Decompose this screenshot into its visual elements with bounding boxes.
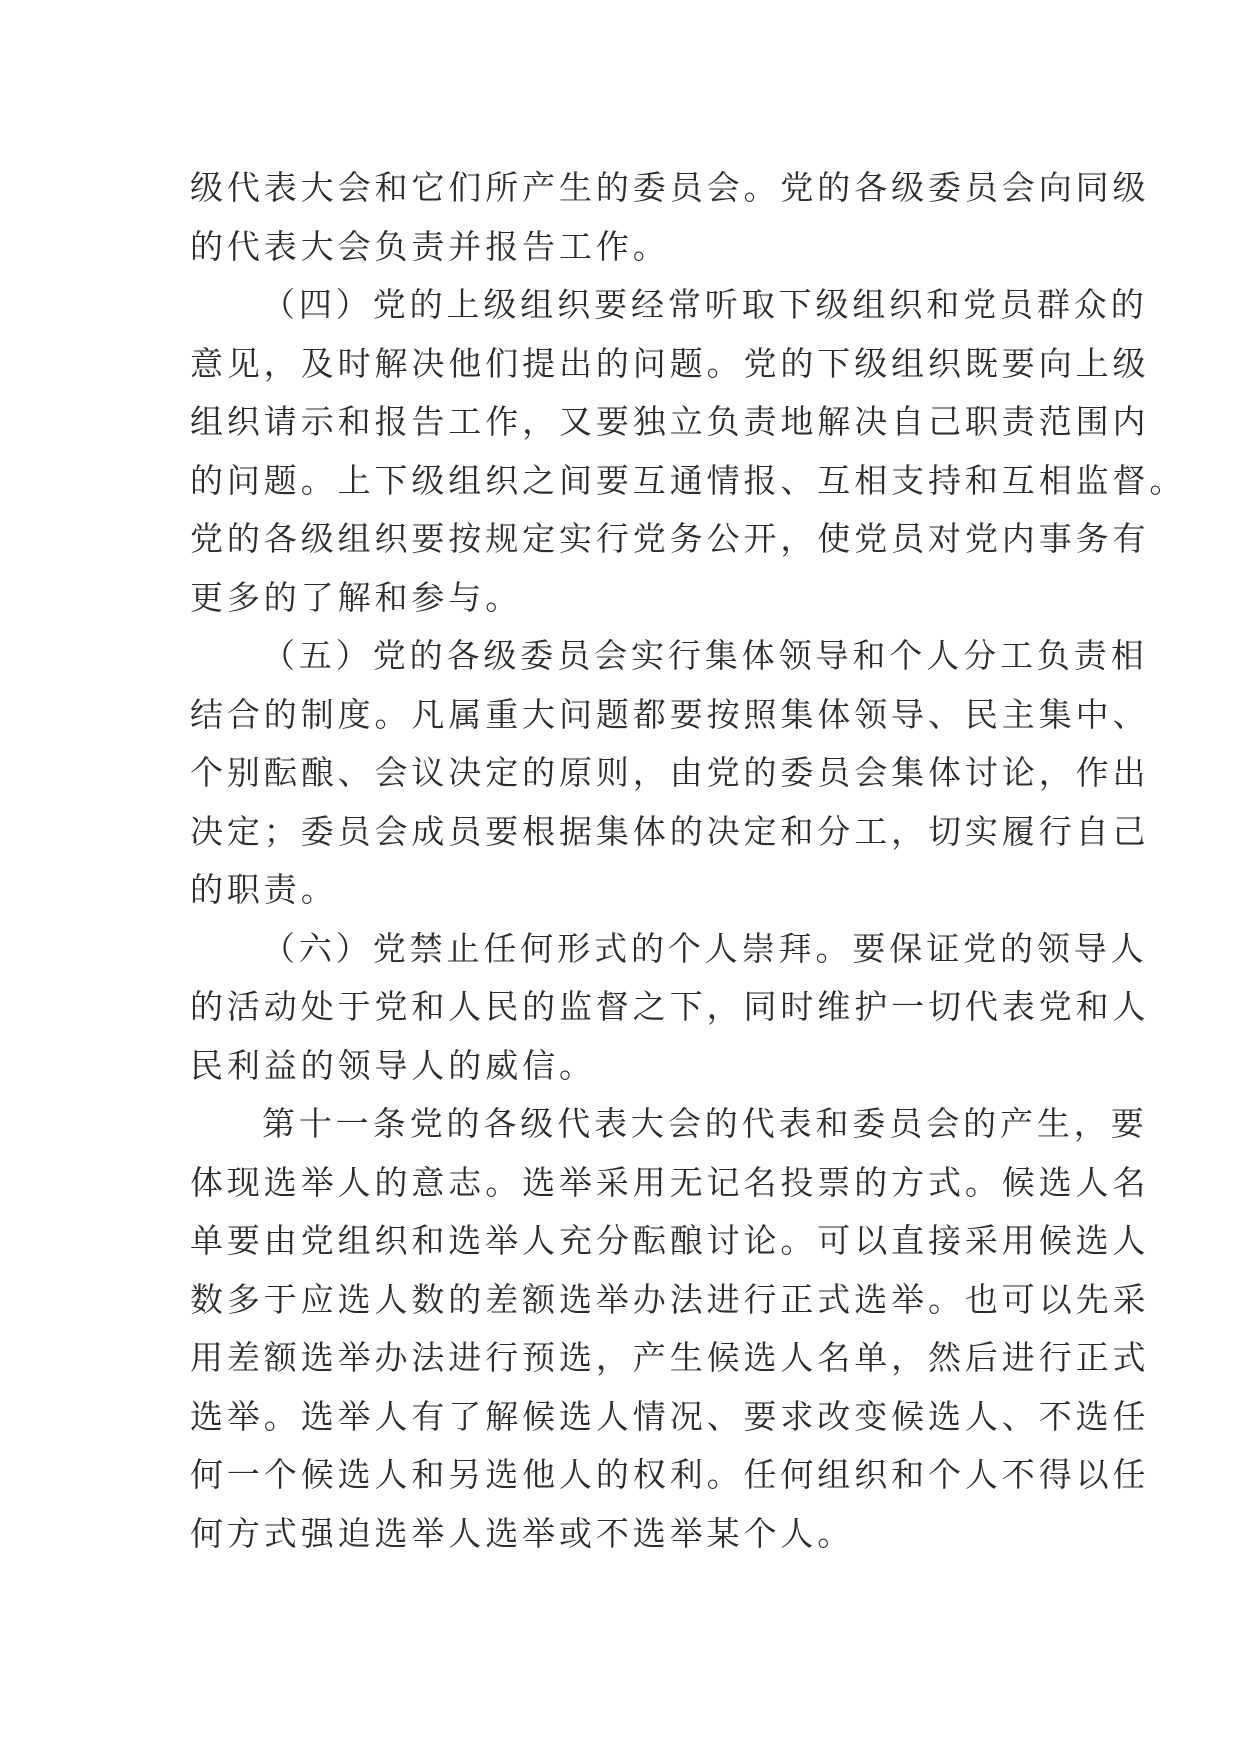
text-line: 党的各级组织要按规定实行党务公开，使党员对党内事务有 — [190, 519, 1150, 558]
text-line: 何方式强迫选举人选举或不选举某个人。 — [190, 1513, 855, 1553]
text-line: 个别酝酿、会议决定的原则，由党的委员会集体讨论，作出 — [190, 753, 1150, 792]
text-line: 意见，及时解决他们提出的问题。党的下级组织既要向上级 — [190, 343, 1150, 383]
text-line: 何一个候选人和另选他人的权利。任何组织和个人不得以任 — [190, 1455, 1150, 1494]
text-line: 的代表大会负责并报告工作。 — [190, 226, 670, 266]
text-line: 民利益的领导人的威信。 — [190, 1045, 596, 1085]
paragraph-start-line: （六）党禁止任何形式的个人崇拜。要保证党的领导人 — [262, 928, 1148, 968]
text-line: 数多于应选人数的差额选举办法进行正式选举。也可以先采 — [190, 1279, 1150, 1319]
text-line: 结合的制度。凡属重大问题都要按照集体领导、民主集中、 — [190, 694, 1150, 734]
paragraph-start-line: （五）党的各级委员会实行集体领导和个人分工负责相 — [262, 636, 1148, 675]
text-line: 更多的了解和参与。 — [190, 577, 523, 617]
text-line: 的活动处于党和人民的监督之下，同时维护一切代表党和人 — [190, 987, 1150, 1026]
paragraph-start-line: （四）党的上级组织要经常听取下级组织和党员群众的 — [262, 285, 1148, 324]
text-line: 选举。选举人有了解候选人情况、要求改变候选人、不选任 — [190, 1396, 1150, 1436]
paragraph-start-line: 第十一条党的各级代表大会的代表和委员会的产生，要 — [262, 1104, 1148, 1143]
text-line: 组织请示和报告工作，又要独立负责地解决自己职责范围内 — [190, 402, 1150, 441]
body-text — [190, 159, 1187, 1563]
text-line: 级代表大会和它们所产生的委员会。党的各级委员会向同级 — [190, 168, 1150, 207]
text-line: 的职责。 — [190, 870, 338, 909]
text-line: 的问题。上下级组织之间要互通情报、互相支持和互相监督。 — [190, 460, 1187, 500]
text-line: 体现选举人的意志。选举采用无记名投票的方式。候选人名 — [190, 1162, 1150, 1202]
text-line: 单要由党组织和选举人充分酝酿讨论。可以直接采用候选人 — [190, 1221, 1150, 1260]
text-line: 决定；委员会成员要根据集体的决定和分工，切实履行自己 — [190, 811, 1150, 851]
text-line: 用差额选举办法进行预选，产生候选人名单，然后进行正式 — [190, 1338, 1150, 1377]
